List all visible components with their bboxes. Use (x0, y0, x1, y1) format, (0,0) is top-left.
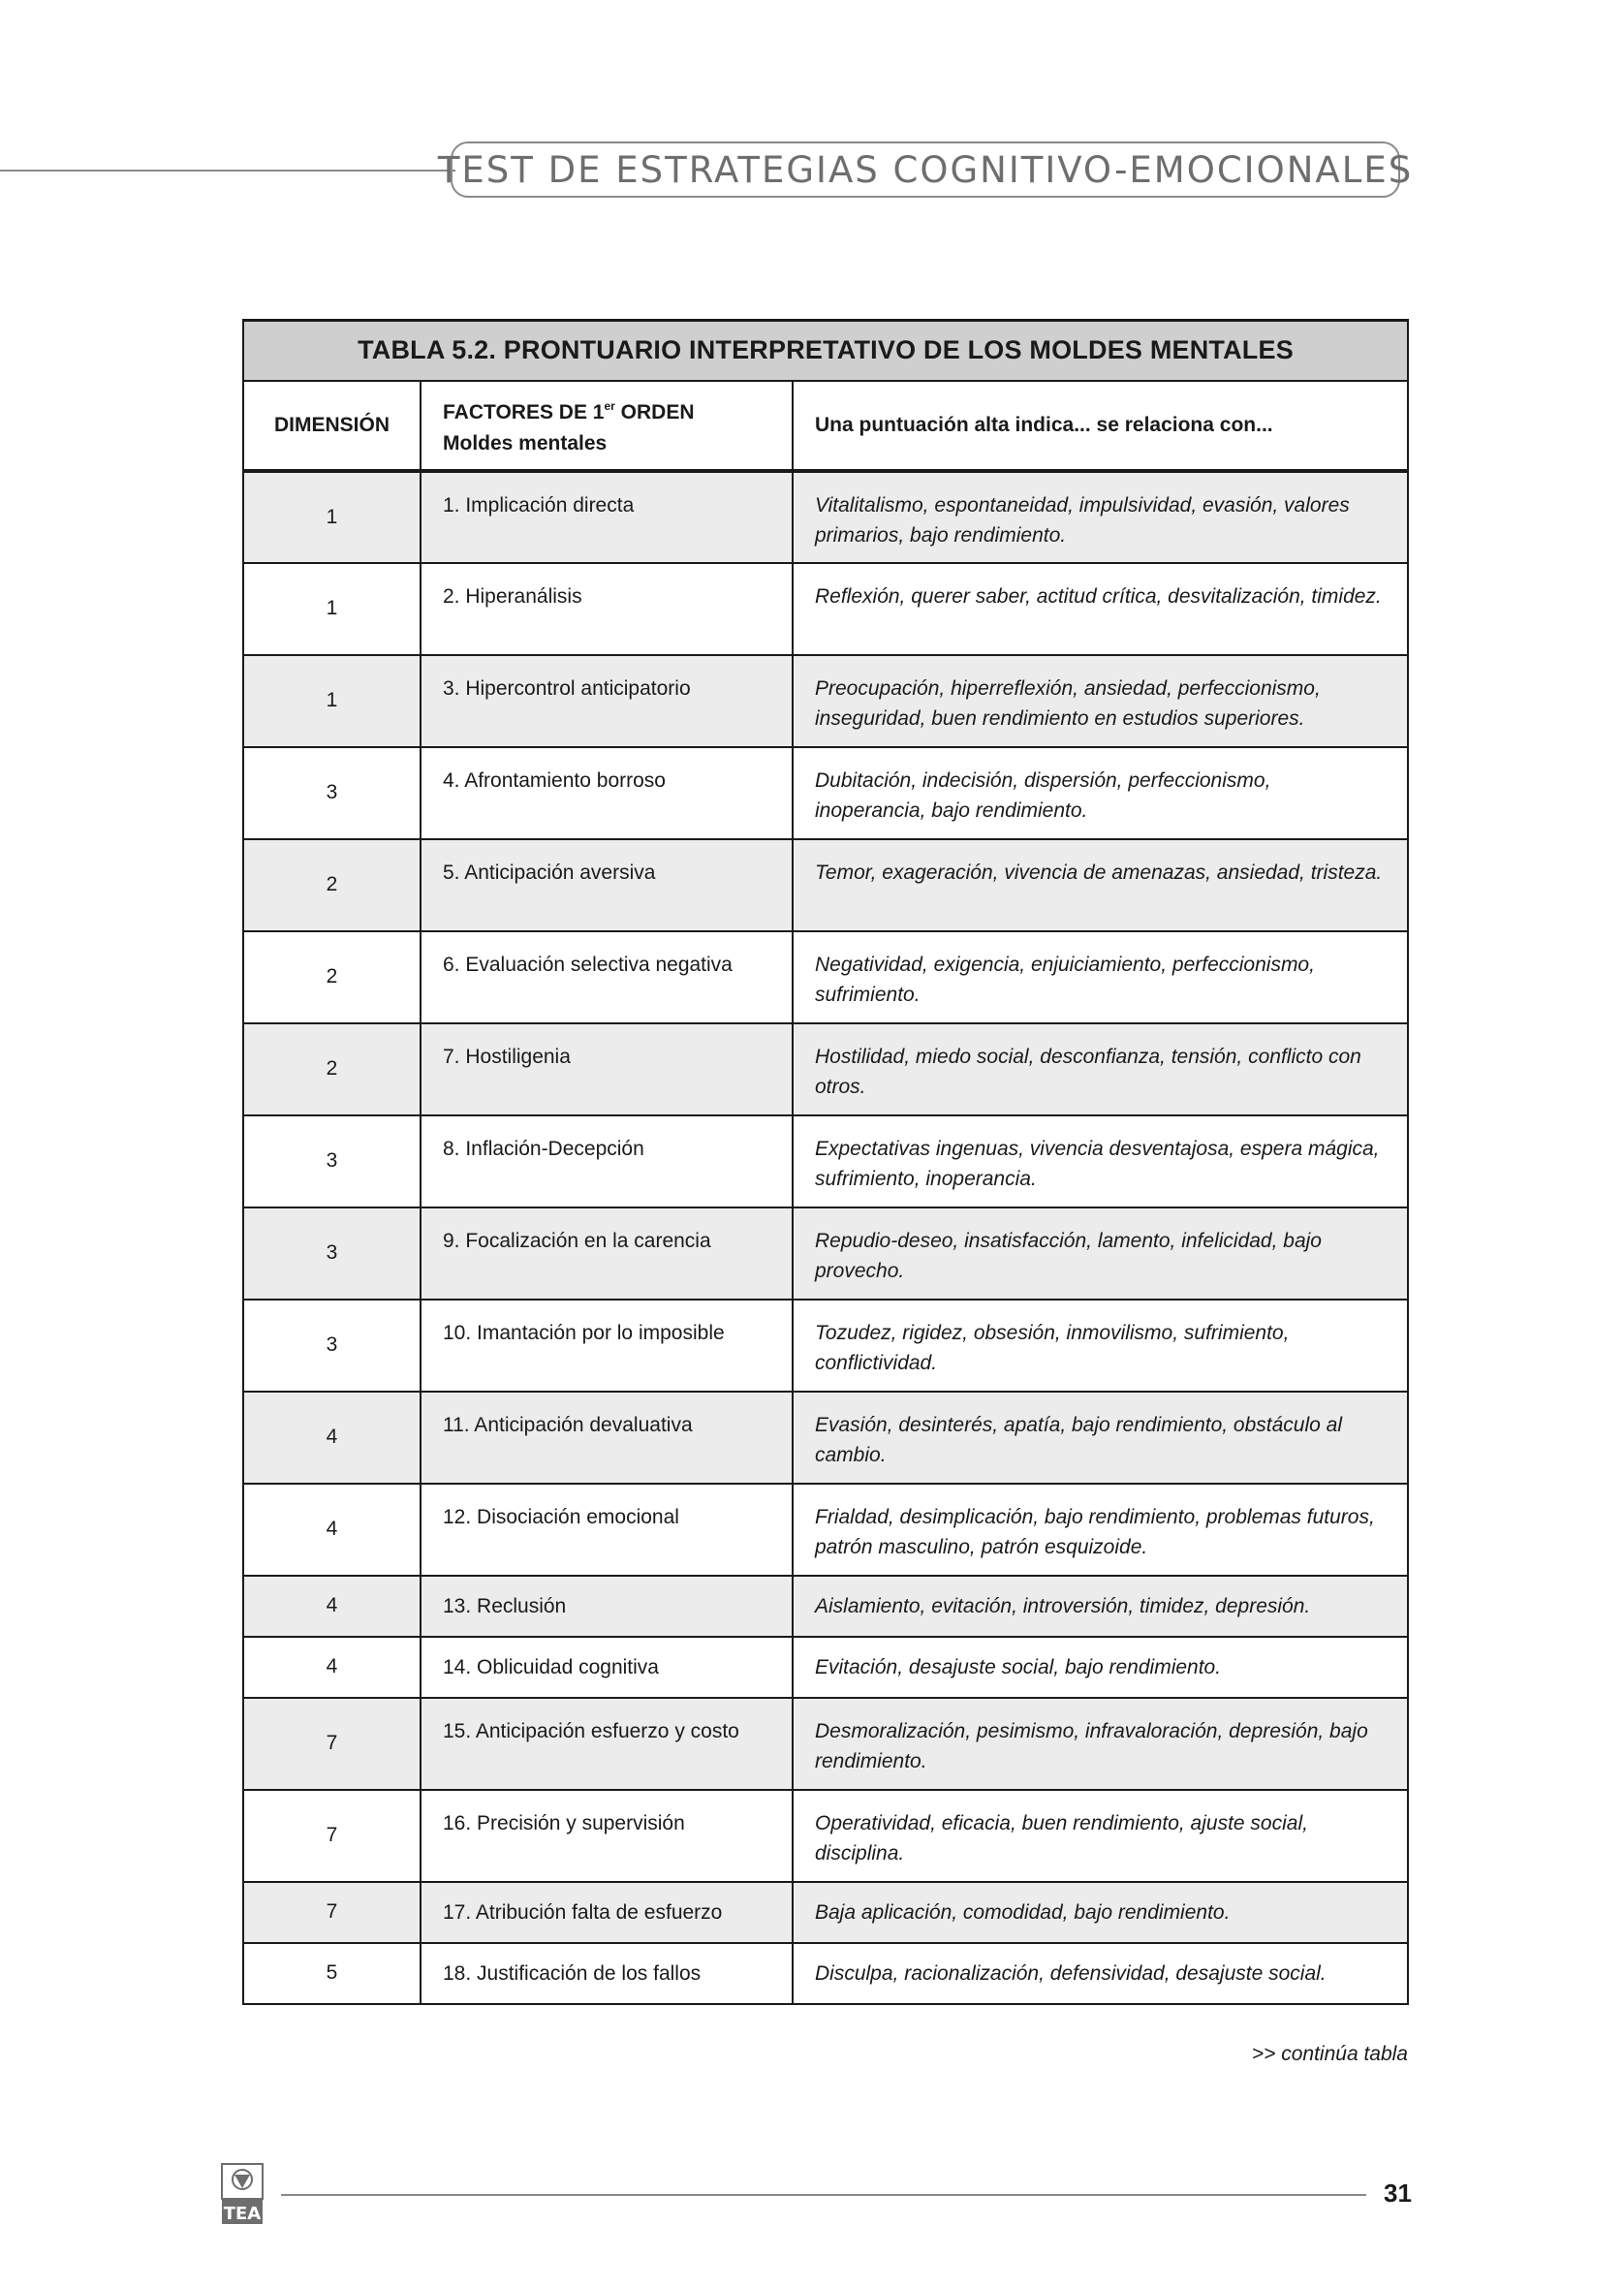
factor-cell: 11. Anticipación devaluativa (421, 1392, 793, 1484)
description-cell: Aislamiento, evitación, introversión, timidez, depresión. (793, 1576, 1408, 1637)
factor-cell: 13. Reclusión (421, 1576, 793, 1637)
table-row (243, 655, 1408, 747)
description-cell: Temor, exageración, vivencia de amenazas, ansiedad, tristeza. (793, 839, 1408, 931)
header-factores-sup: er (604, 399, 615, 413)
header-factores-line2: Moldes mentales (443, 432, 608, 454)
description-cell: Dubitación, indecisión, dispersión, perfeccionismo, inoperancia, bajo rendimiento. (793, 747, 1408, 839)
table-row (243, 563, 1408, 655)
description-cell: Tozudez, rigidez, obsesión, inmovilismo, sufrimiento, conflictividad. (793, 1300, 1408, 1392)
dimension-cell: 1 (243, 471, 421, 563)
description-cell: Preocupación, hiperreflexión, ansiedad, perfeccionismo, inseguridad, buen rendimiento en estudios superiores. (793, 655, 1408, 747)
dimension-cell: 4 (243, 1637, 421, 1698)
factor-cell: 17. Atribución falta de esfuerzo (421, 1882, 793, 1943)
logo-text: TEA (223, 2204, 262, 2224)
description-cell: Vitalitalismo, espontaneidad, impulsividad, evasión, valores primarios, bajo rendimiento. (793, 471, 1408, 563)
tea-logo (221, 2163, 264, 2225)
table-row (243, 1207, 1408, 1300)
table-header-row (243, 381, 1408, 471)
factor-cell: 12. Disociación emocional (421, 1484, 793, 1576)
dimension-cell: 5 (243, 1943, 421, 2004)
table-row (243, 1023, 1408, 1115)
header-factores-line1-post: ORDEN (614, 401, 695, 423)
factor-cell: 3. Hipercontrol anticipatorio (421, 655, 793, 747)
factor-cell: 2. Hiperanálisis (421, 563, 793, 655)
description-cell: Negatividad, exigencia, enjuiciamiento, perfeccionismo, sufrimiento. (793, 931, 1408, 1023)
header-title-box (437, 141, 1414, 198)
description-cell: Disculpa, racionalización, defensividad, desajuste social. (793, 1943, 1408, 2004)
dimension-cell: 4 (243, 1484, 421, 1576)
description-cell: Evasión, desinterés, apatía, bajo rendimiento, obstáculo al cambio. (793, 1392, 1408, 1484)
description-cell: Reflexión, querer saber, actitud crítica, desvitalización, timidez. (793, 563, 1408, 655)
table-row (243, 1484, 1408, 1576)
dimension-cell: 1 (243, 655, 421, 747)
factor-cell: 16. Precisión y supervisión (421, 1790, 793, 1882)
description-cell: Expectativas ingenuas, vivencia desventajosa, espera mágica, sufrimiento, inoperancia. (793, 1115, 1408, 1207)
factor-cell: 1. Implicación directa (421, 471, 793, 563)
dimension-cell: 4 (243, 1392, 421, 1484)
description-cell: Baja aplicación, comodidad, bajo rendimiento. (793, 1882, 1408, 1943)
factor-cell: 4. Afrontamiento borroso (421, 747, 793, 839)
dimension-cell: 3 (243, 1207, 421, 1300)
dimension-cell: 2 (243, 839, 421, 931)
description-cell: Repudio-deseo, insatisfacción, lamento, infelicidad, bajo provecho. (793, 1207, 1408, 1300)
dimension-cell: 1 (243, 563, 421, 655)
header-descripcion: Una puntuación alta indica... se relaciona con... (793, 381, 1408, 471)
table-title: TABLA 5.2. PRONTUARIO INTERPRETATIVO DE LOS MOLDES MENTALES (243, 321, 1408, 381)
moldes-mentales-table (242, 319, 1409, 2005)
factor-cell: 7. Hostiligenia (421, 1023, 793, 1115)
footer-rule (281, 2194, 1366, 2196)
factor-cell: 5. Anticipación aversiva (421, 839, 793, 931)
table-row (243, 471, 1408, 563)
table-row (243, 1943, 1408, 2004)
header-title: TEST DE ESTRATEGIAS COGNITIVO-EMOCIONALES (437, 148, 1414, 191)
dimension-cell: 2 (243, 1023, 421, 1115)
table-row (243, 1300, 1408, 1392)
header-dimension: DIMENSIÓN (243, 381, 421, 471)
factor-cell: 10. Imantación por lo imposible (421, 1300, 793, 1392)
dimension-cell: 7 (243, 1882, 421, 1943)
dimension-cell: 7 (243, 1698, 421, 1790)
table-row (243, 747, 1408, 839)
table-row (243, 1392, 1408, 1484)
dimension-cell: 2 (243, 931, 421, 1023)
header-factores-line1-pre: FACTORES DE 1 (443, 401, 605, 423)
table-row (243, 1637, 1408, 1698)
table-row (243, 839, 1408, 931)
factor-cell: 6. Evaluación selectiva negativa (421, 931, 793, 1023)
factor-cell: 8. Inflación-Decepción (421, 1115, 793, 1207)
continuation-note: >> continúa tabla (1251, 2043, 1408, 2065)
header-factores (421, 381, 793, 471)
table-row (243, 1882, 1408, 1943)
table-row (243, 1115, 1408, 1207)
factor-cell: 9. Focalización en la carencia (421, 1207, 793, 1300)
table-row (243, 1698, 1408, 1790)
description-cell: Operatividad, eficacia, buen rendimiento, ajuste social, disciplina. (793, 1790, 1408, 1882)
description-cell: Evitación, desajuste social, bajo rendimiento. (793, 1637, 1408, 1698)
dimension-cell: 3 (243, 1300, 421, 1392)
factor-cell: 14. Oblicuidad cognitiva (421, 1637, 793, 1698)
table-body (243, 471, 1408, 2004)
dimension-cell: 7 (243, 1790, 421, 1882)
table-row (243, 1790, 1408, 1882)
table-row (243, 931, 1408, 1023)
dimension-cell: 3 (243, 1115, 421, 1207)
description-cell: Frialdad, desimplicación, bajo rendimiento, problemas futuros, patrón masculino, patrón esquizoide. (793, 1484, 1408, 1576)
description-cell: Desmoralización, pesimismo, infravaloración, depresión, bajo rendimiento. (793, 1698, 1408, 1790)
header-rule (0, 170, 455, 172)
factor-cell: 15. Anticipación esfuerzo y costo (421, 1698, 793, 1790)
table-row (243, 1576, 1408, 1637)
dimension-cell: 3 (243, 747, 421, 839)
factor-cell: 18. Justificación de los fallos (421, 1943, 793, 2004)
page-number: 31 (1384, 2178, 1412, 2208)
dimension-cell: 4 (243, 1576, 421, 1637)
description-cell: Hostilidad, miedo social, desconfianza, tensión, conflicto con otros. (793, 1023, 1408, 1115)
